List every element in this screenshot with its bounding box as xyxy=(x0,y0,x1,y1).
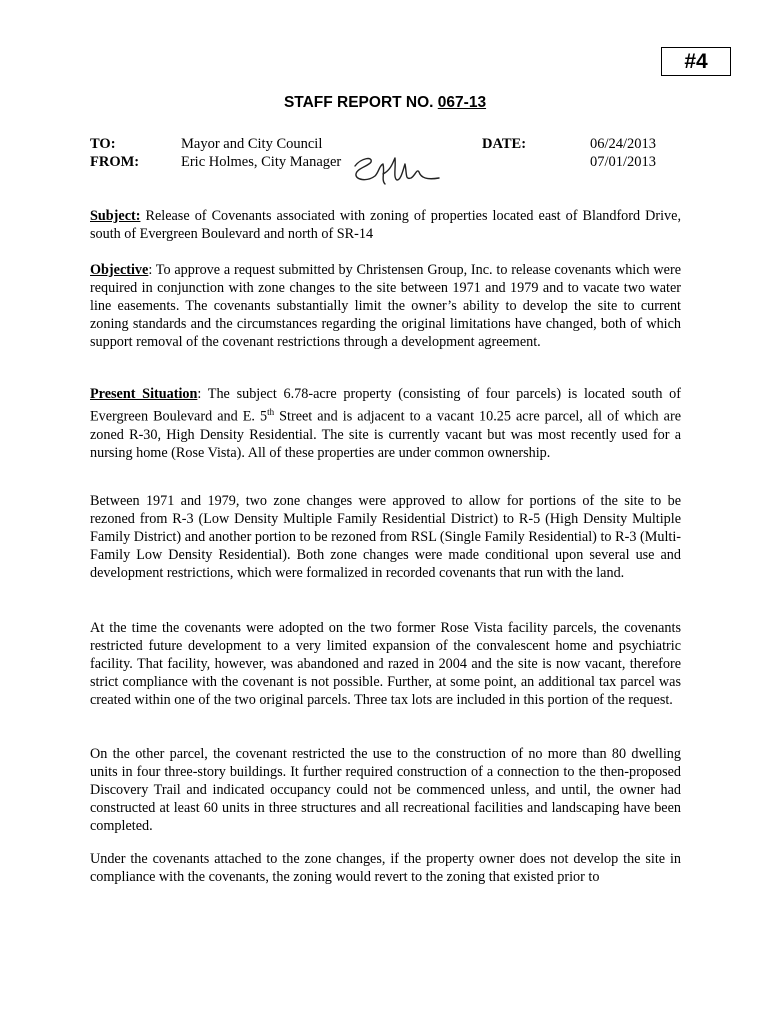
present-text-b: Street and is adjacent to a vacant 10.25 acre parcel, all of which are zoned R-30, High Density Residential. The site is currently vacant but was most recently used for a nursing home (Rose Vista). All of these properties are under common ownership. xyxy=(90,408,681,462)
title-prefix: STAFF REPORT NO. xyxy=(283,94,438,111)
present-situation-label: Present Situation xyxy=(90,386,198,402)
under-covenants-paragraph xyxy=(90,850,681,886)
from-label: FROM: xyxy=(90,154,140,170)
subject-paragraph xyxy=(90,207,681,243)
present-sup: th xyxy=(267,407,275,418)
rose-vista-paragraph xyxy=(90,619,681,709)
page-title xyxy=(0,94,770,112)
to-value: Mayor and City Council xyxy=(181,136,323,152)
rose-vista-text: At the time the covenants were adopted on the two former Rose Vista facility parcels, the covenants restricted future development to a very limited expansion of the convalescent home and psychiatric facility. That facility, however, was abandoned and razed in 2004 and the site is now vacant, therefore strict compliance with the covenant is not possible. Further, at some point, an additional tax parcel was created within one of the two original parcels. Three tax lots are included in this portion of the request. xyxy=(90,620,681,709)
other-parcel-paragraph xyxy=(90,745,681,835)
report-number: 067-13 xyxy=(437,94,487,111)
zone-changes-paragraph xyxy=(90,492,681,582)
present-situation-paragraph xyxy=(90,385,681,462)
page-number-box: #4 xyxy=(661,47,731,76)
objective-text: : To approve a request submitted by Christensen Group, Inc. to release covenants which were required in conjunction with zone changes to the site between 1971 and 1979 and to vacate two water line easements. The covenants substantially limit the owner’s ability to develop the site to current zoning standards and the circumstances regarding the original limitations have changed, both of which support removal of the covenant restrictions through a development agreement. xyxy=(90,262,681,351)
zone-changes-text: Between 1971 and 1979, two zone changes were approved to allow for portions of the site to be rezoned from R-3 (Low Density Multiple Family Residential District) to R-5 (High Density Multiple Family District) and another portion to be rezoned from RSL (Single Family Residential) to R-3 (Multi-Family Low Density Residential). Both zone changes were made conditional upon several use and development restrictions, which were formalized in recorded covenants that run with the land. xyxy=(90,493,681,582)
to-label: TO: xyxy=(90,136,116,152)
date-2: 07/01/2013 xyxy=(590,154,657,170)
from-value: Eric Holmes, City Manager xyxy=(181,154,342,170)
under-covenants-text: Under the covenants attached to the zone changes, if the property owner does not develop the site in compliance with the covenants, the zoning would revert to the zoning that existed prior to xyxy=(90,851,681,886)
objective-paragraph xyxy=(90,261,681,351)
subject-label: Subject: xyxy=(90,208,141,224)
present-text-a: : The subject 6.78-acre property (consisting of four parcels) is located south of Evergreen Boulevard and E. 5 xyxy=(90,386,681,425)
date-1: 06/24/2013 xyxy=(590,136,657,152)
date-label: DATE: xyxy=(482,136,527,152)
signature xyxy=(349,150,441,190)
objective-label: Objective xyxy=(90,262,149,278)
subject-text: Release of Covenants associated with zoning of properties located east of Blandford Drive, south of Evergreen Boulevard and north of SR-14 xyxy=(90,208,681,243)
other-parcel-text: On the other parcel, the covenant restricted the use to the construction of no more than 80 dwelling units in four three-story buildings. It further required construction of a connection to the then-proposed Discovery Trail and indicated occupancy could not be commenced unless, and until, the owner had constructed at least 60 units in three structures and all recreational facilities and landscaping have been completed. xyxy=(90,746,681,835)
